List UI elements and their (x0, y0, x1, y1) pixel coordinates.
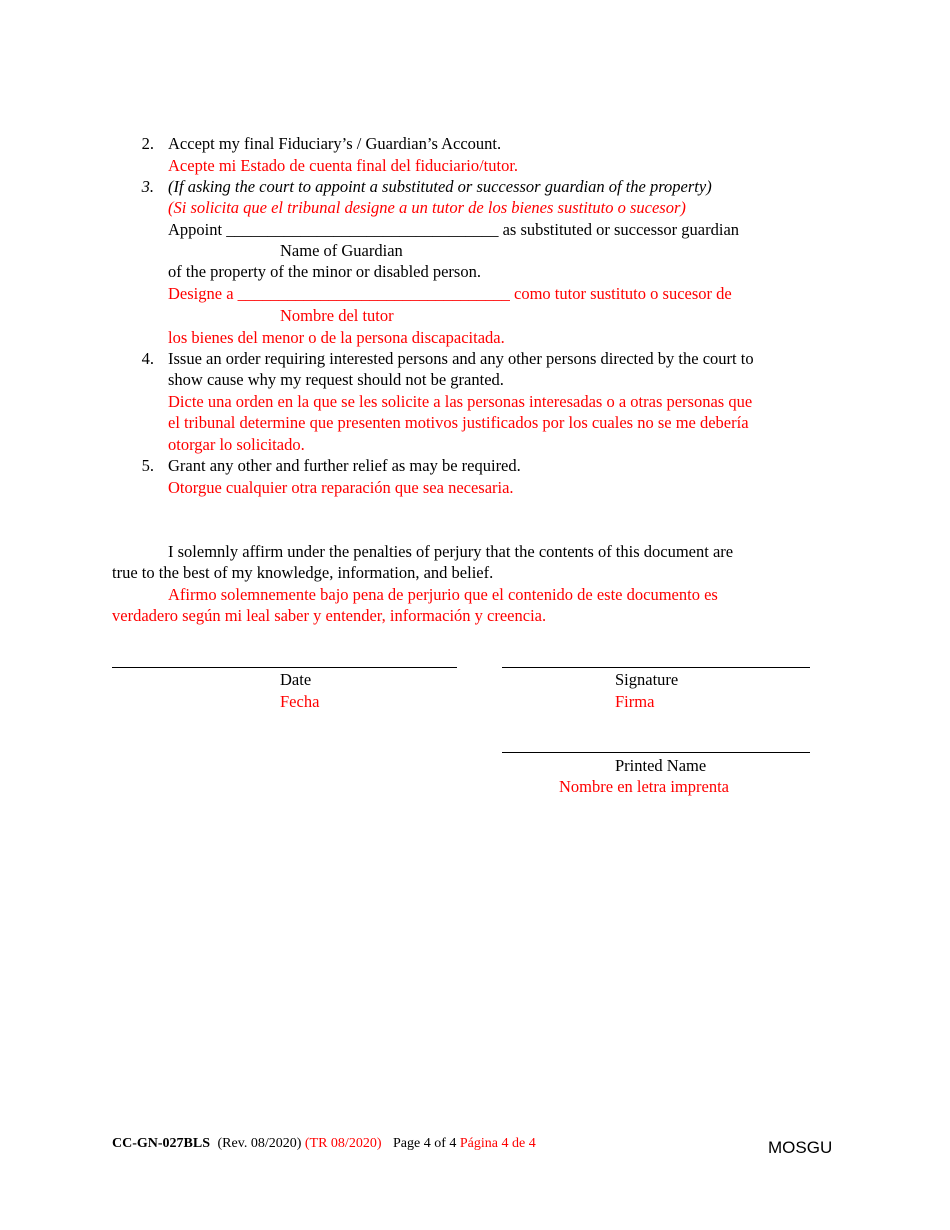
signature-line[interactable] (502, 667, 810, 668)
tutor-name-label: Nombre del tutor (280, 306, 394, 325)
item-3-appoint-english: Appoint _________________________________ as substituted or successor guardian (168, 220, 740, 239)
item-4-spanish-line1: Dicte una orden en la que se les solicite a las personas interesadas o a otras personas que (168, 392, 753, 411)
guardian-name-label: Name of Guardian (280, 241, 403, 260)
translation-revision: (TR 08/2020) (304, 1136, 382, 1151)
form-code: MOSGU (768, 1138, 833, 1157)
item-3-condition-english: (If asking the court to appoint a substituted or successor guardian of the property) (168, 177, 712, 196)
affirmation-english-line2: true to the best of my knowledge, information, and belief. (112, 563, 494, 582)
page-number-spanish: Página 4 de 4 (459, 1136, 536, 1151)
form-id: CC-GN-027BLS (112, 1136, 211, 1151)
signature-label: Signature (615, 670, 679, 689)
item-3-condition-spanish: (Si solicita que el tribunal designe a un tutor de los bienes sustituto o sucesor) (168, 198, 686, 217)
item-5-number: 5. (141, 456, 154, 475)
printed-name-line[interactable] (502, 752, 810, 753)
item-2-spanish: Acepte mi Estado de cuenta final del fiduciario/tutor. (168, 156, 519, 175)
item-4-english-line1: Issue an order requiring interested persons and any other persons directed by the court to (168, 349, 754, 368)
affirmation-spanish-line2: verdadero según mi leal saber y entender, información y creencia. (112, 606, 547, 625)
item-4-spanish-line2: el tribunal determine que presenten motivos justificados por los cuales no se me debería (168, 413, 749, 432)
item-4-number: 4. (141, 349, 154, 368)
date-line[interactable] (112, 667, 457, 668)
item-5-english: Grant any other and further relief as may be required. (168, 456, 521, 475)
printed-name-label: Printed Name (615, 756, 707, 775)
item-2-english: Accept my final Fiduciary’s / Guardian’s Account. (168, 134, 502, 153)
item-3-appoint-tail-english: of the property of the minor or disabled person. (168, 262, 481, 281)
page-number: Page 4 of 4 (392, 1136, 457, 1151)
date-label: Date (280, 670, 312, 689)
affirmation-spanish-line1: Afirmo solemnemente bajo pena de perjurio que el contenido de este documento es (168, 585, 718, 604)
item-5-spanish: Otorgue cualquier otra reparación que sea necesaria. (168, 478, 514, 497)
revision: (Rev. 08/2020) (217, 1136, 302, 1151)
date-label-spanish: Fecha (280, 692, 320, 711)
item-3-appoint-tail-spanish: los bienes del menor o de la persona discapacitada. (168, 328, 505, 347)
item-4-spanish-line3: otorgar lo solicitado. (168, 435, 305, 454)
item-4-english-line2: show cause why my request should not be granted. (168, 370, 504, 389)
signature-label-spanish: Firma (615, 692, 655, 711)
affirmation-english-line1: I solemnly affirm under the penalties of perjury that the contents of this document are (168, 542, 734, 561)
item-2-number: 2. (141, 134, 154, 153)
item-3-number: 3. (141, 177, 154, 196)
item-3-appoint-spanish: Designe a _________________________________ como tutor sustituto o sucesor de (168, 284, 732, 303)
footer (112, 1134, 536, 1154)
printed-name-label-spanish: Nombre en letra imprenta (559, 777, 729, 796)
